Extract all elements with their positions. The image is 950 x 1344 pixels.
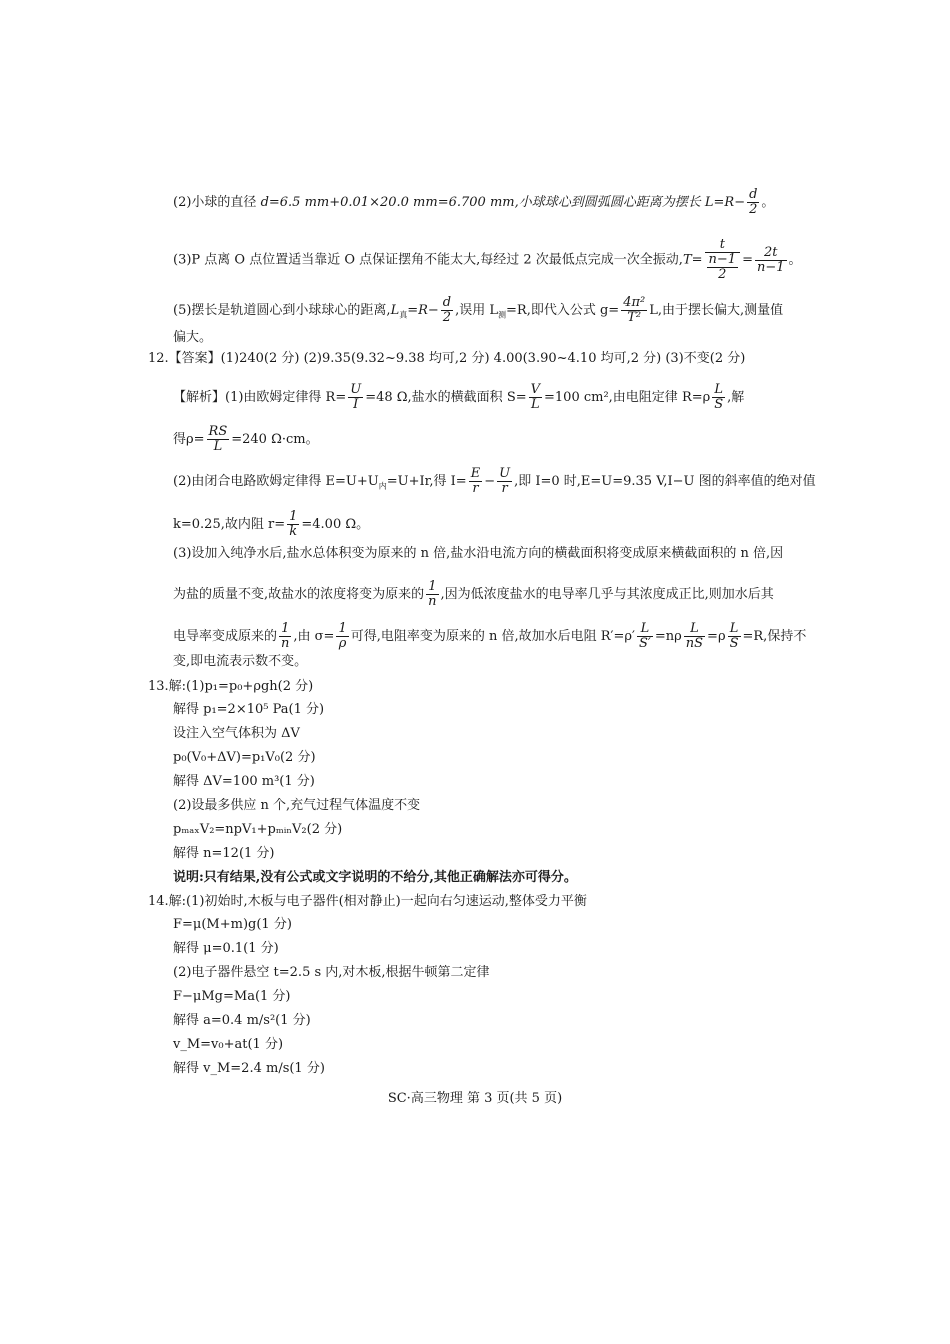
fraction-numerator: n−1 [708,252,737,267]
q13-line-7: pₘₐₓV₂=npV₁+pₘᵢₙV₂(2 分) [173,822,343,837]
fraction-numerator: t [705,238,741,253]
q13-line-5: 解得 ΔV=100 m³(1 分) [173,774,315,789]
q13-line-3: 设注入空气体积为 ΔV [173,726,300,741]
fraction-denominator: S′ [638,636,651,651]
q12-analysis-1 [173,383,744,412]
fraction-denominator: n [428,594,437,609]
fraction-numerator: L [712,383,725,398]
q14-line-7: v_M=v₀+at(1 分) [173,1037,284,1052]
page-footer: SC·高三物理 第 3 页(共 5 页) [387,1091,563,1106]
fraction-numerator: V [530,382,541,397]
fraction-denominator: r [501,481,508,496]
fraction-denominator: L [213,439,223,454]
fraction-denominator: r [472,481,479,496]
fraction [684,622,705,651]
text: 得ρ= [173,432,205,447]
q14-line-6: 解得 a=0.4 m/s²(1 分) [173,1013,311,1028]
text: =R,即代入公式 g= [506,303,620,318]
fraction-numerator: d [749,187,758,202]
fraction [755,246,787,275]
q12-analysis-1-cont [173,425,319,454]
q13-line-1: 13.解:(1)p₁=p₀+ρgh(2 分) [148,679,314,694]
text: L [390,303,400,318]
q13-scoring-note: 说明:只有结果,没有公式或文字说明的不给分,其他正确解法亦可得分。 [173,870,577,885]
fraction-denominator: ρ [338,636,347,651]
q12-answer: 12.【答案】(1)240(2 分) (2)9.35(9.32~9.38 均可,2 分) 4.00(3.90~4.10 均可,2 分) (3)不变(2 分) [148,351,746,366]
fraction-numerator: 1 [338,621,347,636]
fraction-numerator: d [442,295,452,310]
text: =R,保持不 [742,629,807,644]
fraction-numerator: L [637,622,653,637]
q12-analysis-3-cont1 [173,580,774,609]
fraction [287,510,299,539]
text: ,解 [727,390,745,405]
fraction-denominator: n−1 [756,259,785,275]
fraction-denominator: L [531,397,540,412]
fraction [441,296,453,325]
text: L,由于摆长偏大,测量值 [649,303,784,318]
fraction-numerator: 1 [426,580,438,595]
q12-analysis-2-cont [173,510,369,539]
text: k=0.25,故内阻 r= [173,517,286,532]
text: (5)摆长是轨道圆心到小球球心的距离, [173,303,391,318]
text: 可得,电阻率变为原来的 n 倍,故加水后电阻 R′=ρ′ [350,629,635,644]
text: = [742,252,753,268]
fraction-numerator: 1 [289,509,298,524]
fraction [497,467,512,496]
text: ,即 I=0 时,E=U=9.35 V,I−U 图的斜率值的绝对值 [514,474,816,489]
q14-line-3: 解得 μ=0.1(1 分) [173,941,279,956]
q13-line-6: (2)设最多供应 n 个,充气过程气体温度不变 [173,798,421,813]
fraction [207,425,230,454]
fraction-numerator: U [499,466,511,481]
text: =nρ [654,629,682,644]
q13-line-8: 解得 n=12(1 分) [173,846,275,861]
fraction [279,622,291,651]
text: ,因为低浓度盐水的电导率几乎与其浓度成正比,则加水后其 [440,587,774,602]
fraction [426,580,438,609]
text: =R− [407,303,439,318]
text: =100 cm²,由电阻定律 R=ρ [544,390,711,405]
q14-line-8: 解得 v_M=2.4 m/s(1 分) [173,1061,325,1076]
fraction [728,622,741,651]
text: − [484,474,496,489]
q12-analysis-3-cont3: 变,即电流表示数不变。 [173,654,308,669]
fraction-denominator [705,253,741,282]
q11-part5-continuation: 偏大。 [173,330,213,345]
fraction-denominator: 2 [749,202,758,217]
fraction [336,622,348,651]
fraction-numerator: L [684,622,705,637]
q12-analysis-3-cont2 [173,622,806,651]
fraction-denominator: S [714,397,724,412]
fraction-denominator: nS [685,636,704,651]
fraction-numerator: E [470,466,481,481]
q11-part2-line [173,188,774,217]
q12-analysis-2 [173,467,816,496]
text: d=6.5 mm+0.01×20.0 mm=6.700 mm,小球球心到圆弧圆心距离为摆长 [260,195,705,210]
subscript: 真 [399,310,408,320]
fraction [712,383,725,412]
fraction-numerator: 1 [279,622,291,637]
fraction-denominator: I [353,397,359,412]
text: ,误用 L [455,303,499,318]
q12-analysis-3: (3)设加入纯净水后,盐水总体积变为原来的 n 倍,盐水沿电流方向的横截面积将变成原来横截面积的 n 倍,因 [173,546,784,561]
text: 为盐的质量不变,故盐水的浓度将变为原来的 [173,587,425,602]
fraction [529,383,542,412]
q14-line-4: (2)电子器件悬空 t=2.5 s 内,对木板,根据牛顿第二定律 [173,965,490,980]
fraction-denominator: S [729,636,739,651]
q11-part3-line [173,238,802,282]
fraction-numerator: 4π² [623,295,646,310]
q14-line-1: 14.解:(1)初始时,木板与电子器件(相对静止)一起向右匀速运动,整体受力平衡 [148,894,587,909]
text: =48 Ω,盐水的横截面积 S= [365,390,527,405]
fraction [469,467,483,496]
fraction-numerator: L [728,622,741,637]
text: 。 [761,195,775,210]
text: ,由 σ= [293,629,335,644]
q14-line-2: F=μ(M+m)g(1 分) [173,917,292,932]
fraction-numerator: U [350,382,362,397]
fraction [348,383,363,412]
q11-part5-line [173,296,783,325]
text: T= [682,252,703,268]
fraction [747,188,759,217]
fraction-numerator: 2t [755,246,787,261]
fraction [637,622,653,651]
fraction [621,296,647,325]
fraction-numerator: RS [208,424,228,439]
text: (2)由闭合电路欧姆定律得 E=U+U [173,474,379,489]
subscript: 内 [378,481,387,491]
subscript: 测 [498,310,507,320]
text: =ρ [707,629,726,644]
text: (3)P 点离 O 点位置适当靠近 O 点保证摆角不能太大,每经过 2 次最低点完成一次全振动, [173,252,683,268]
fraction-denominator: 2 [718,267,727,282]
fraction [705,238,741,282]
text: 电导率变成原来的 [173,629,278,644]
fraction [707,253,739,282]
fraction-denominator: n [281,636,290,651]
fraction-denominator: 2 [442,310,452,325]
text: 。 [788,252,802,268]
text: (2)小球的直径 [173,195,261,210]
q13-line-2: 解得 p₁=2×10⁵ Pa(1 分) [173,702,325,717]
text: =U+Ir,得 I= [386,474,467,489]
fraction-denominator: k [289,524,298,539]
q14-line-5: F−μMg=Ma(1 分) [173,989,291,1004]
q13-line-4: p₀(V₀+ΔV)=p₁V₀(2 分) [173,750,316,765]
text: =4.00 Ω。 [301,517,370,532]
text: =240 Ω·cm。 [231,432,319,447]
text: L=R− [704,195,746,210]
text: 【解析】(1)由欧姆定律得 R= [173,390,347,405]
fraction-denominator: T² [627,310,642,325]
